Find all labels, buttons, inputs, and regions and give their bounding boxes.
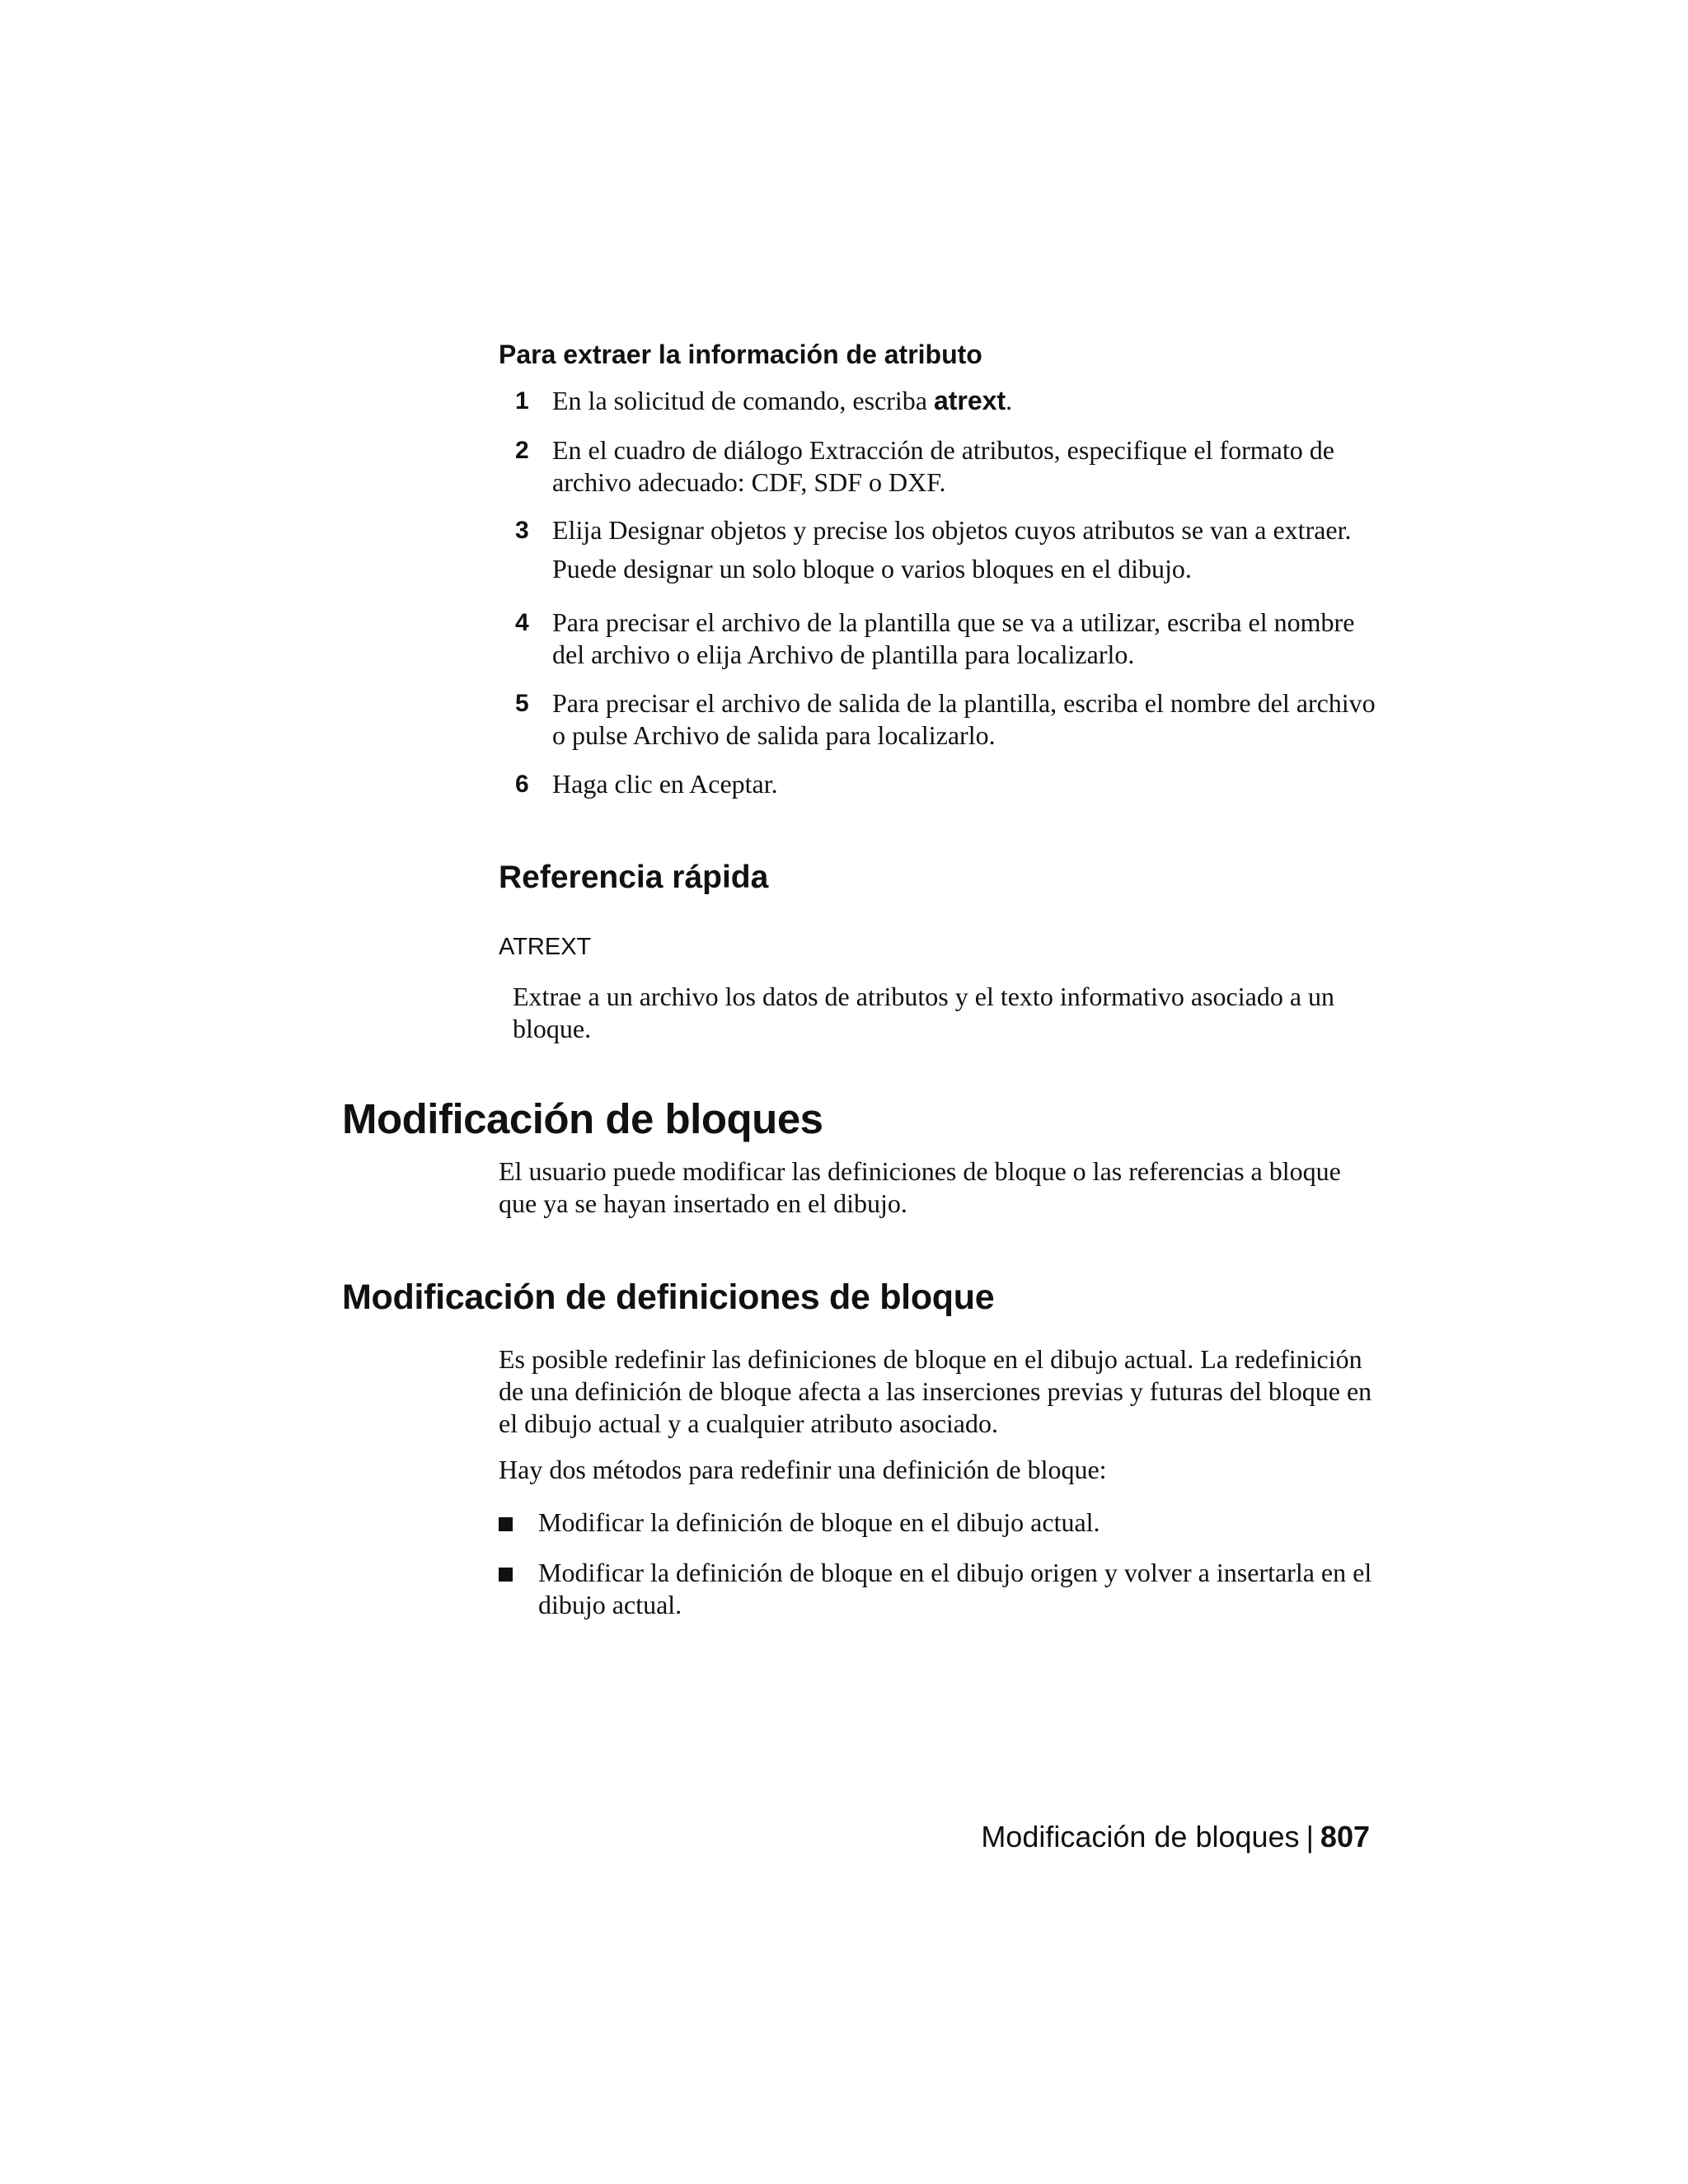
step-text: Para precisar el archivo de salida de la plantilla, escriba el nombre del archivo o pulse Archivo de salida para localizarlo. — [552, 688, 1376, 750]
bullet-square-icon — [499, 1568, 513, 1582]
footer-separator: | — [1306, 1820, 1314, 1854]
footer-section-title: Modificación de bloques — [981, 1820, 1300, 1854]
step-note: Puede designar un solo bloque o varios bloques en el dibujo. — [552, 554, 1192, 583]
bullet-text: Modificar la definición de bloque en el dibujo actual. — [538, 1507, 1100, 1537]
procedure-title: Para extraer la información de atributo — [499, 340, 982, 369]
page-number: 807 — [1320, 1820, 1370, 1854]
page-footer — [824, 1820, 1370, 1854]
command-description: Extrae a un archivo los datos de atributos y el texto informativo asociado a un bloque. — [513, 982, 1335, 1043]
step-command: atrext — [933, 386, 1006, 415]
paragraph-1: Es posible redefinir las definiciones de bloque en el dibujo actual. La redefinición de una definición de bloque afecta a las inserciones previas y futuras del bloque en el dibujo actual y a cualquier atributo asociado. — [499, 1344, 1372, 1438]
step-number: 6 — [515, 771, 529, 798]
step-text: Para precisar el archivo de la plantilla que se va a utilizar, escriba el nombre del archivo o elija Archivo de plantilla para localizarlo. — [552, 607, 1355, 669]
paragraph-2: Hay dos métodos para redefinir una definición de bloque: — [499, 1455, 1107, 1484]
section-intro: El usuario puede modificar las definiciones de bloque o las referencias a bloque que ya se hayan insertado en el dibujo. — [499, 1156, 1341, 1218]
section-heading-blocks: Modificación de bloques — [342, 1095, 823, 1142]
step-number: 5 — [515, 690, 529, 717]
step-text: Haga clic en Aceptar. — [552, 769, 778, 799]
section-heading-definitions: Modificación de definiciones de bloque — [342, 1277, 995, 1317]
step-text-end: . — [1006, 386, 1013, 415]
step-text: En el cuadro de diálogo Extracción de atributos, especifique el formato de archivo adecuado: CDF, SDF o DXF. — [552, 435, 1334, 497]
step-number: 2 — [515, 437, 529, 464]
bullet-square-icon — [499, 1517, 513, 1531]
bullet-text: Modificar la definición de bloque en el dibujo origen y volver a insertarla en el dibujo actual. — [538, 1558, 1372, 1619]
step-text: En la solicitud de comando, escriba — [552, 386, 934, 415]
step-number: 3 — [515, 517, 529, 544]
quick-reference-heading: Referencia rápida — [499, 860, 769, 895]
step-text: Elija Designar objetos y precise los objetos cuyos atributos se van a extraer. — [552, 515, 1352, 545]
step-number: 4 — [515, 609, 529, 636]
step-number: 1 — [515, 387, 529, 415]
command-name[interactable]: ATREXT — [499, 934, 592, 960]
